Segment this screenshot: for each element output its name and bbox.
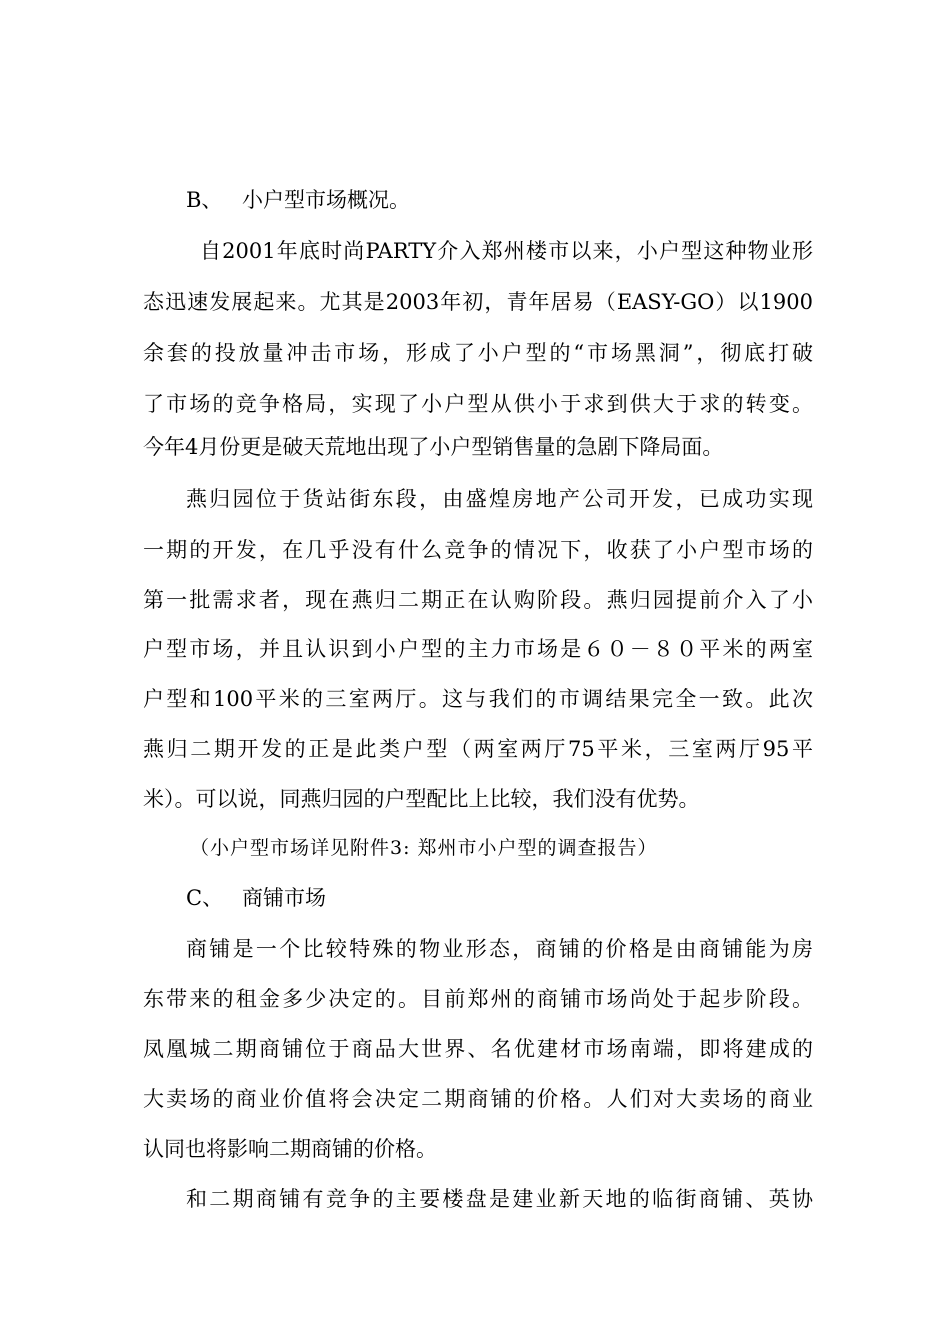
section-b-p2-line-5: 户型和100平米的三室两厅。这与我们的市调结果完全一致。此次 [143, 687, 813, 711]
section-c-label: C、 [186, 886, 224, 910]
section-b-p2-line-3: 第一批需求者，现在燕归二期正在认购阶段。燕归园提前介入了小 [143, 588, 813, 612]
section-b-p2-line-4: 户型市场，并且认识到小户型的主力市场是６０－８０平米的两室 [143, 637, 813, 661]
section-b-p2-line-2: 一期的开发，在几乎没有什么竞争的情况下，收获了小户型市场的 [143, 538, 813, 562]
section-c-p1-line-3: 凤凰城二期商铺位于商品大世界、名优建材市场南端，即将建成的 [143, 1037, 813, 1061]
section-c-p1-line-1: 商铺是一个比较特殊的物业形态，商铺的价格是由商铺能为房 [186, 937, 813, 961]
section-b-p2-line-6: 燕归二期开发的正是此类户型（两室两厅75平米，三室两厅95平 [143, 737, 813, 761]
section-c-title: 商铺市场 [242, 886, 326, 910]
section-b-heading [186, 185, 410, 215]
section-b-label: B、 [186, 188, 223, 212]
section-c-p1-line-2: 东带来的租金多少决定的。目前郑州的商铺市场尚处于起步阶段。 [143, 987, 813, 1011]
section-c-p1-line-4: 大卖场的商业价值将会决定二期商铺的价格。人们对大卖场的商业 [143, 1087, 813, 1111]
section-b-p2-line-7: 米）。可以说，同燕归园的户型配比上比较，我们没有优势。 [143, 787, 700, 811]
section-c-heading [186, 883, 326, 913]
section-b-p1-line-2: 态迅速发展起来。尤其是2003年初，青年居易（EASY-GO）以1900 [143, 290, 813, 314]
section-b-p2-line-1: 燕归园位于货站街东段，由盛煌房地产公司开发，已成功实现 [186, 487, 813, 511]
section-b-p1-line-4: 了市场的竞争格局，实现了小户型从供小于求到供大于求的转变。 [143, 392, 813, 416]
section-b-p1-line-1: 自2001年底时尚PARTY介入郑州楼市以来，小户型这种物业形 [200, 239, 813, 263]
section-b-note: （小户型市场详见附件3: 郑州市小户型的调查报告） [190, 837, 658, 859]
section-b-title: 小户型市场概况。 [242, 188, 410, 212]
section-b-p1-line-3: 余套的投放量冲击市场，形成了小户型的“市场黑洞”，彻底打破 [143, 341, 813, 365]
section-c-p2-line-1: 和二期商铺有竞争的主要楼盘是建业新天地的临街商铺、英协 [186, 1187, 813, 1211]
section-b-p1-line-5: 今年4月份更是破天荒地出现了小户型销售量的急剧下降局面。 [143, 435, 724, 459]
section-c-p1-line-5: 认同也将影响二期商铺的价格。 [143, 1137, 437, 1161]
